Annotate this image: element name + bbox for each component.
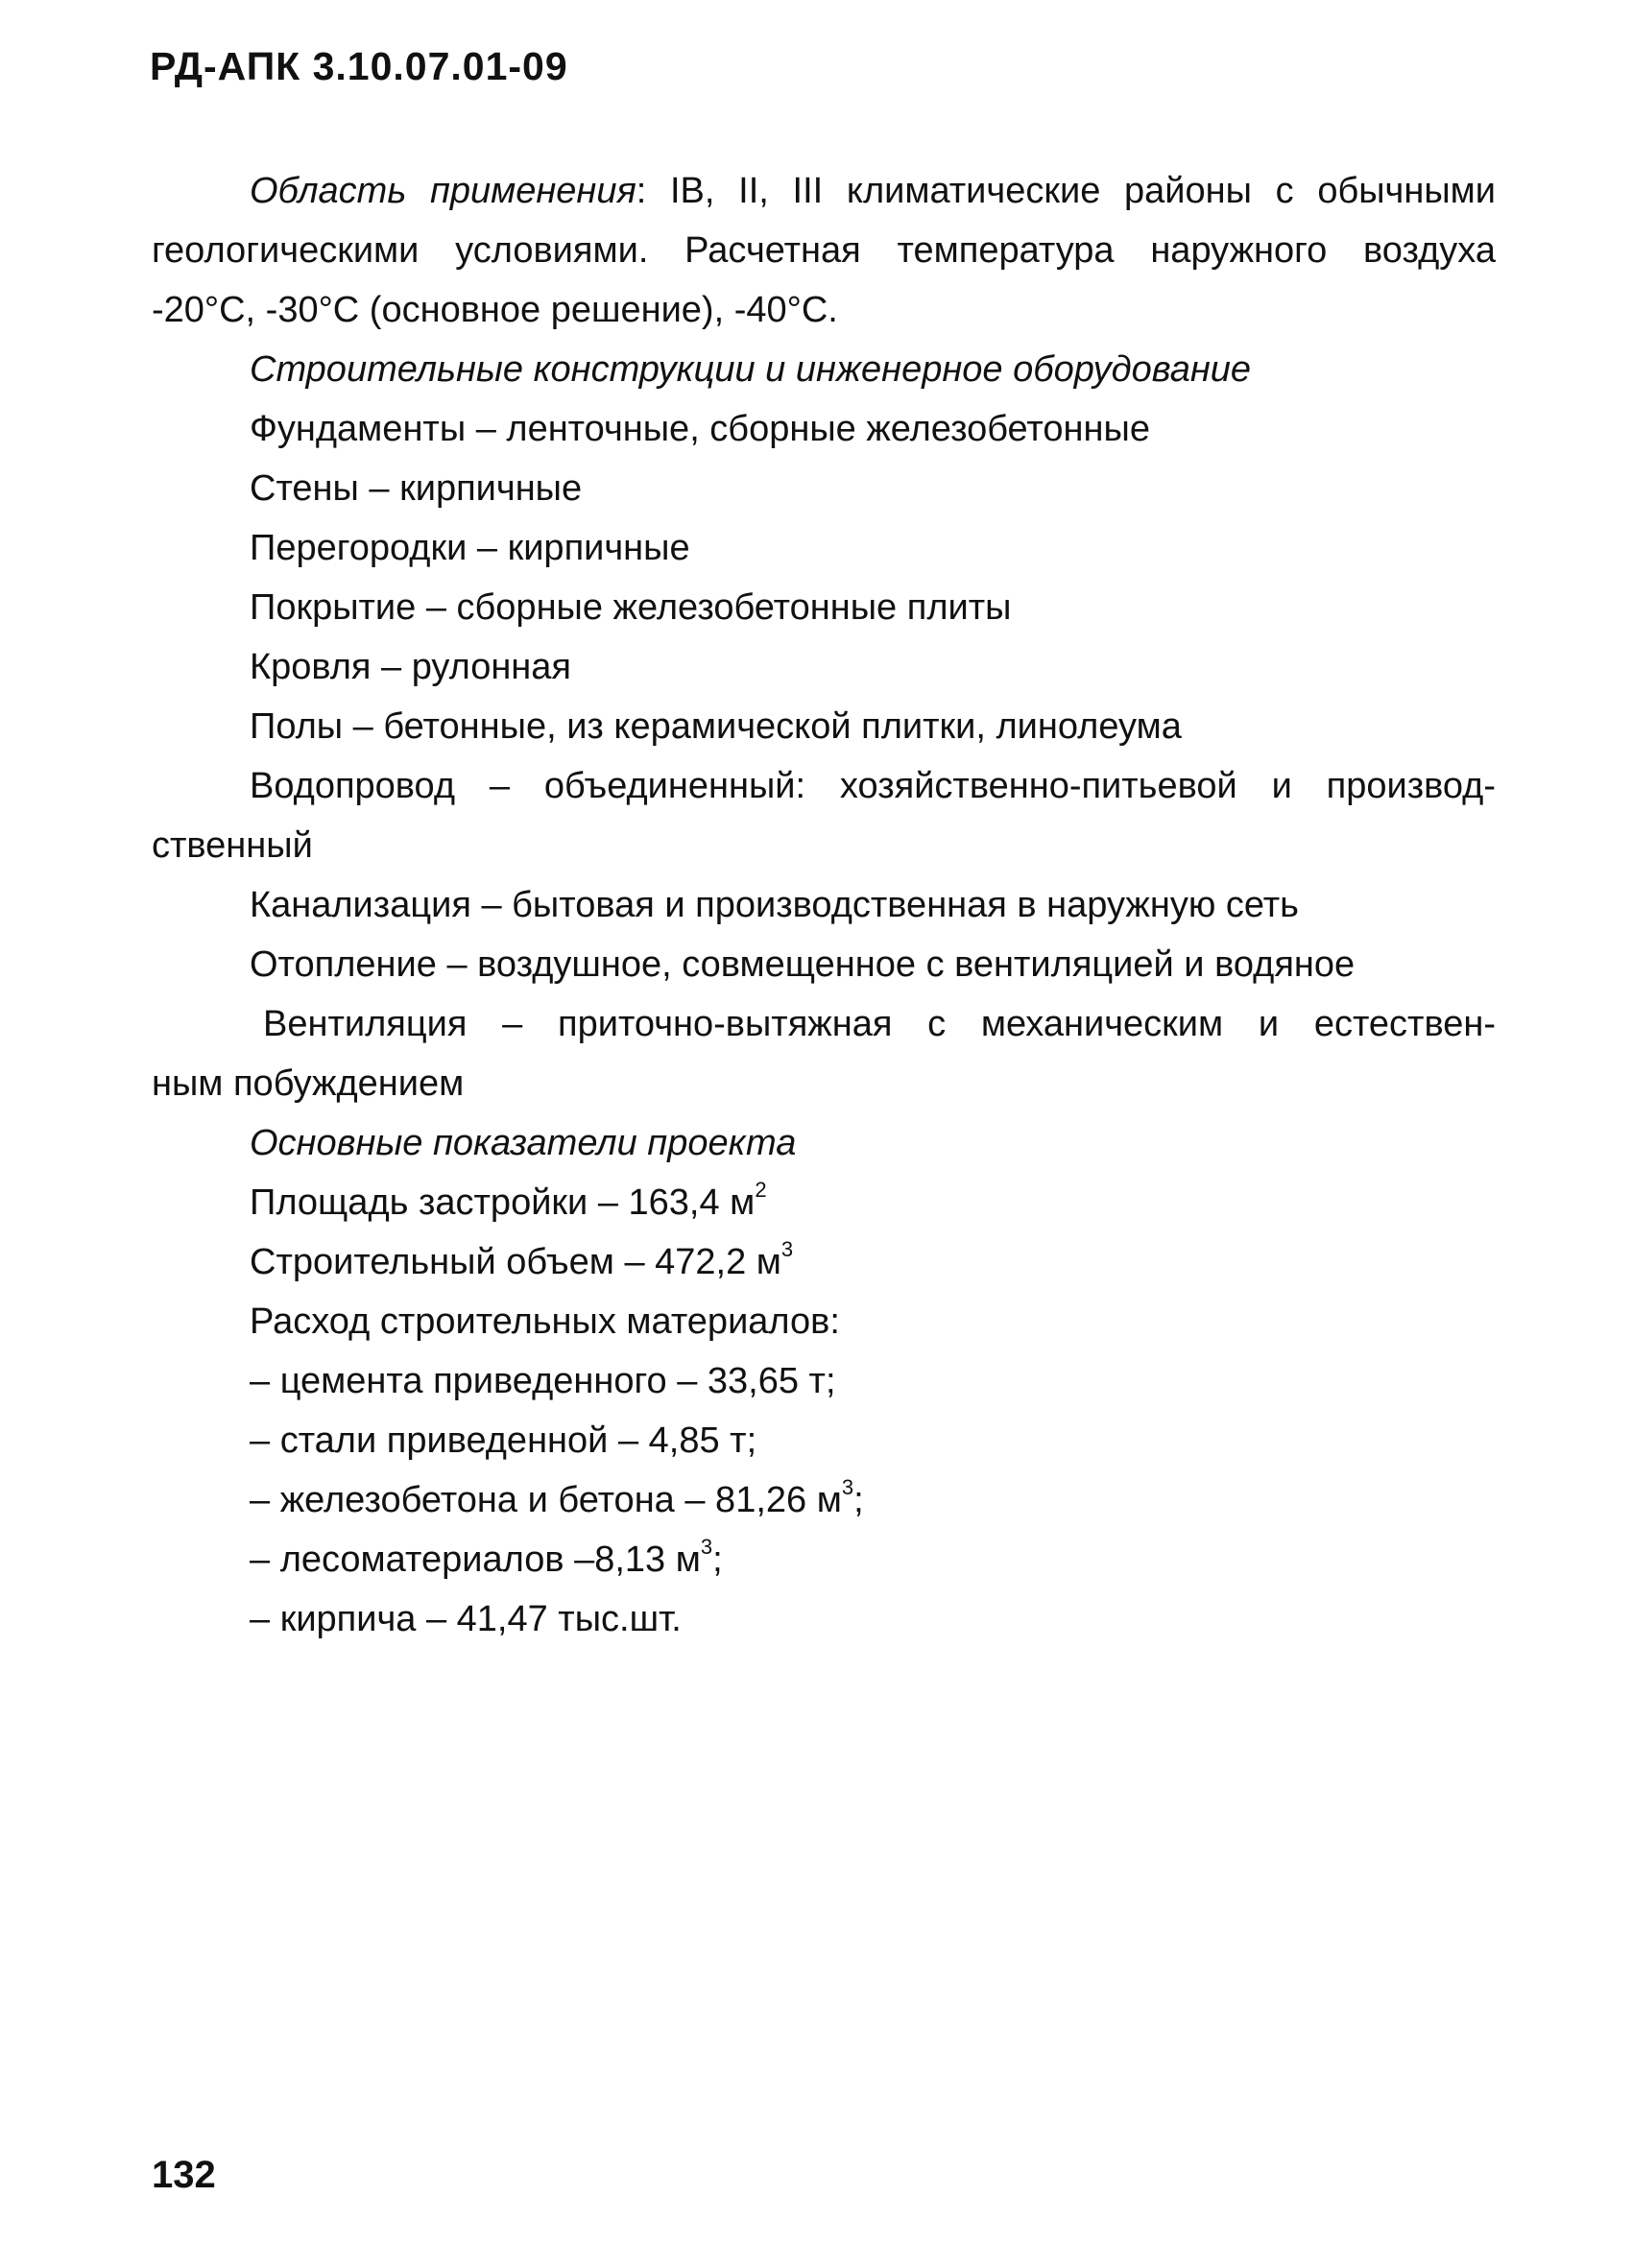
scope-paragraph-line-3: -20°С, -30°С (основное решение), -40°С. <box>152 290 838 330</box>
material-steel: – стали приведенной – 4,85 т; <box>250 1420 757 1461</box>
ventilation-line-1: Вентиляция – приточно-вытяжная с механическим и естествен- <box>263 1004 1496 1044</box>
indicators-heading: Основные показатели проекта <box>250 1123 797 1163</box>
constructions-heading: Строительные конструкции и инженерное оборудование <box>250 349 1252 390</box>
water-supply-line-2: ственный <box>152 825 313 866</box>
material-cement: – цемента приведенного – 33,65 т; <box>250 1361 836 1401</box>
construction-item: Кровля – рулонная <box>250 647 572 687</box>
document-body <box>152 161 1496 1649</box>
construction-item: Перегородки – кирпичные <box>250 528 690 568</box>
superscript: 3 <box>700 1535 713 1560</box>
building-area: Площадь застройки – 163,4 $м^2$ <box>250 1178 767 1223</box>
superscript: 2 <box>755 1178 767 1203</box>
construction-item: Покрытие – сборные железобетонные плиты <box>250 587 1012 628</box>
construction-item: Полы – бетонные, из керамической плитки, линолеума <box>250 706 1182 747</box>
ventilation-line-2: ным побуждением <box>152 1063 465 1104</box>
construction-item: Фундаменты – ленточные, сборные железобетонные <box>250 409 1150 449</box>
document-code-header: РД-АПК 3.10.07.01-09 <box>150 44 568 88</box>
scope-label: Область применения <box>250 171 636 211</box>
scope-text: : IB, II, III климатические районы с обычными <box>636 171 1496 211</box>
material-timber: – лесоматериалов –8,13 $м^3$; <box>250 1535 723 1580</box>
building-volume: Строительный объем – 472,2 $м^3$ <box>250 1237 794 1282</box>
sewerage-item: Канализация – бытовая и производственная в наружную сеть <box>250 885 1299 925</box>
scope-paragraph-line-2: геологическими условиями. Расчетная температура наружного воздуха <box>152 230 1496 271</box>
scope-paragraph-line-1 <box>152 161 1496 221</box>
water-supply-line-1: Водопровод – объединенный: хозяйственно-питьевой и производ- <box>250 766 1496 806</box>
superscript: 3 <box>780 1237 794 1262</box>
material-brick: – кирпича – 41,47 тыс.шт. <box>250 1599 682 1639</box>
construction-item: Стены – кирпичные <box>250 468 583 509</box>
materials-heading: Расход строительных материалов: <box>250 1301 840 1342</box>
material-concrete: – железобетона и бетона – 81,26 $м^3$; <box>250 1475 864 1520</box>
heating-item: Отопление – воздушное, совмещенное с вентиляцией и водяное <box>250 944 1356 985</box>
superscript: 3 <box>841 1475 854 1500</box>
page-number: 132 <box>152 2154 216 2196</box>
